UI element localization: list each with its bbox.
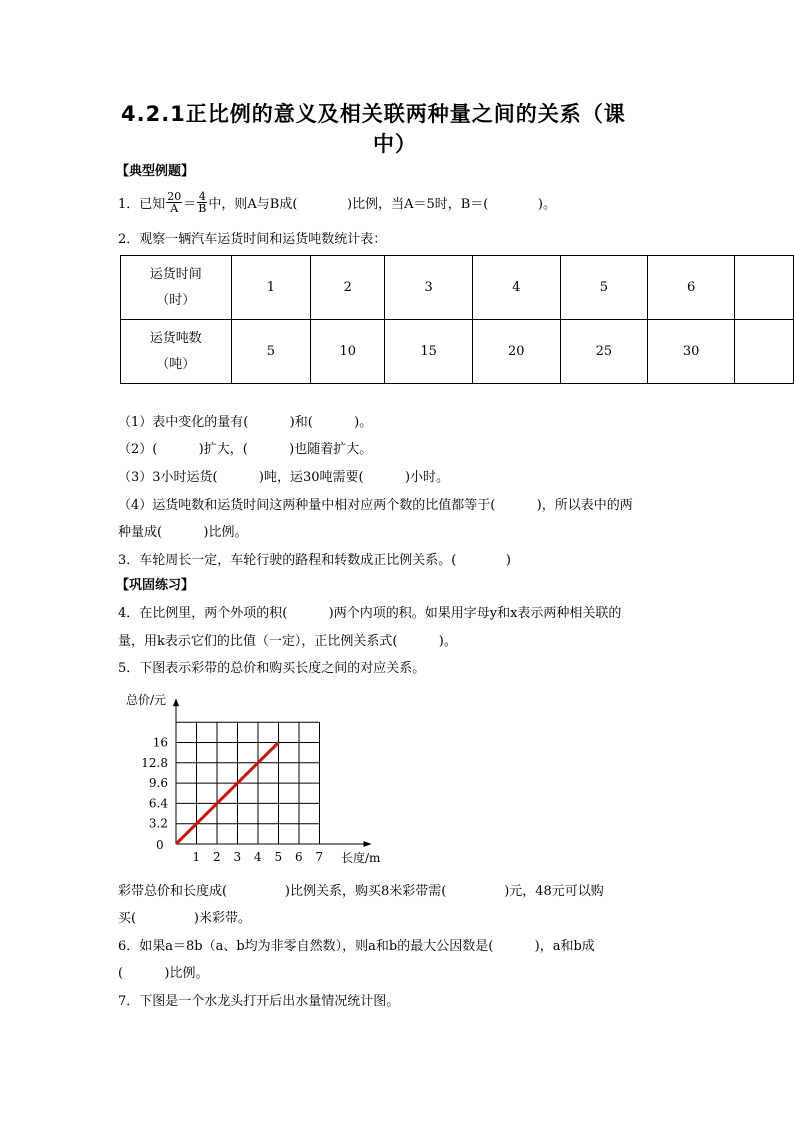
x-tick-label: 6 (295, 850, 303, 864)
table-cell: 10 (311, 320, 385, 384)
table-cell: 4 (472, 256, 560, 320)
question-5-intro: 5．下图表示彩带的总价和购买长度之间的对应关系。 (118, 661, 426, 676)
y-tick-label: 3.2 (148, 816, 168, 831)
x-tick-label: 1 (192, 850, 201, 864)
fraction-4-over-B (197, 191, 207, 214)
table-cell: 6 (648, 256, 735, 320)
fraction-denominator: A (170, 201, 179, 215)
table-cell-overflow (734, 320, 793, 384)
chart-grid (176, 722, 320, 844)
x-tick-label: 2 (213, 850, 221, 864)
chart-series (176, 743, 279, 845)
question-5-answer-line-2: 买( )米彩带。 (118, 911, 251, 926)
header-label: 运货时间 (149, 266, 202, 282)
q2-sub-4-line-2: 种量成( )比例。 (118, 525, 248, 540)
header-unit: （吨） (156, 356, 196, 372)
row-header-tons (121, 320, 232, 384)
question-6-line-2: ( )比例。 (118, 966, 209, 981)
question-7: 7．下图是一个水龙头打开后出水量情况统计图。 (118, 994, 400, 1009)
origin-label: 0 (156, 838, 164, 852)
fraction-denominator: B (198, 201, 207, 215)
chart-axes (173, 698, 372, 847)
x-tick-label: 7 (315, 850, 324, 864)
question-3: 3．车轮周长一定，车轮行驶的路程和转数成正比例关系。( ) (118, 553, 512, 568)
q1-equals: ＝ (183, 196, 197, 212)
q2-sub-3: （3）3小时运货( )吨，运30吨需要( )小时。 (118, 470, 450, 485)
freight-table (120, 255, 794, 384)
x-tick-label: 5 (274, 850, 283, 864)
table-cell: 25 (560, 320, 648, 384)
y-axis-label: 总价/元 (126, 693, 167, 707)
question-1 (118, 186, 556, 218)
table-cell-overflow (734, 256, 793, 320)
y-tick-label: 12.8 (141, 755, 168, 770)
q2-sub-2: （2）( )扩大，( )也随着扩大。 (118, 442, 373, 457)
fraction-numerator: 4 (198, 189, 206, 203)
x-axis-label: 长度/m (341, 851, 381, 865)
table-cell: 2 (311, 256, 385, 320)
table-row-tons (121, 320, 794, 384)
table-cell: 5 (231, 320, 311, 384)
y-axis-arrow-icon (173, 698, 179, 706)
x-tick-label: 4 (254, 850, 262, 864)
table-cell: 5 (560, 256, 648, 320)
table-row-time (121, 256, 794, 320)
y-tick-label: 6.4 (148, 796, 168, 811)
row-header-time (121, 256, 232, 320)
chart-tick-labels (141, 736, 323, 865)
fraction-20-over-A (166, 191, 182, 214)
q1-prefix: 1．已知 (118, 196, 166, 212)
section-typical-examples: 【典型例题】 (116, 164, 195, 179)
section-practice: 【巩固练习】 (116, 578, 195, 593)
fraction-numerator: 20 (167, 189, 182, 203)
q2-sub-4-line-1: （4）运货吨数和运货时间这两种量中相对应两个数的比值都等于( )，所以表中的两 (118, 498, 633, 513)
header-unit: （时） (156, 292, 196, 308)
table-cell: 3 (385, 256, 473, 320)
x-tick-label: 3 (233, 850, 242, 864)
question-4-line-2: 量，用k表示它们的比值（一定），正比例关系式( )。 (118, 634, 457, 649)
q2-sub-1: （1）表中变化的量有( )和( )。 (118, 415, 373, 430)
question-2-intro: 2．观察一辆汽车运货时间和运货吨数统计表： (118, 232, 387, 247)
y-tick-label: 16 (152, 735, 168, 750)
title-line-2: 中） (373, 132, 417, 156)
header-label: 运货吨数 (149, 330, 202, 346)
table-cell: 15 (385, 320, 473, 384)
price-length-chart (110, 682, 410, 872)
question-6-line-1: 6．如果a＝8b（a、b均为非零自然数），则a和b的最大公因数是( )，a和b成 (118, 939, 595, 954)
table-cell: 20 (472, 320, 560, 384)
y-tick-label: 9.6 (148, 776, 168, 791)
title-line-1: 4.2.1正比例的意义及相关联两种量之间的关系（课 (121, 102, 626, 126)
x-axis-arrow-icon (364, 841, 372, 847)
q1-suffix: 中，则A与B成( )比例，当A＝5时，B＝( )。 (208, 196, 557, 212)
table-cell: 30 (648, 320, 735, 384)
question-5-answer-line-1: 彩带总价和长度成( )比例关系，购买8米彩带需( )元，48元可以购 (118, 884, 604, 899)
table-cell: 1 (231, 256, 311, 320)
question-4-line-1: 4．在比例里，两个外项的积( )两个内项的积。如果用字母y和x表示两种相关联的 (118, 606, 622, 621)
series-line (176, 743, 279, 845)
